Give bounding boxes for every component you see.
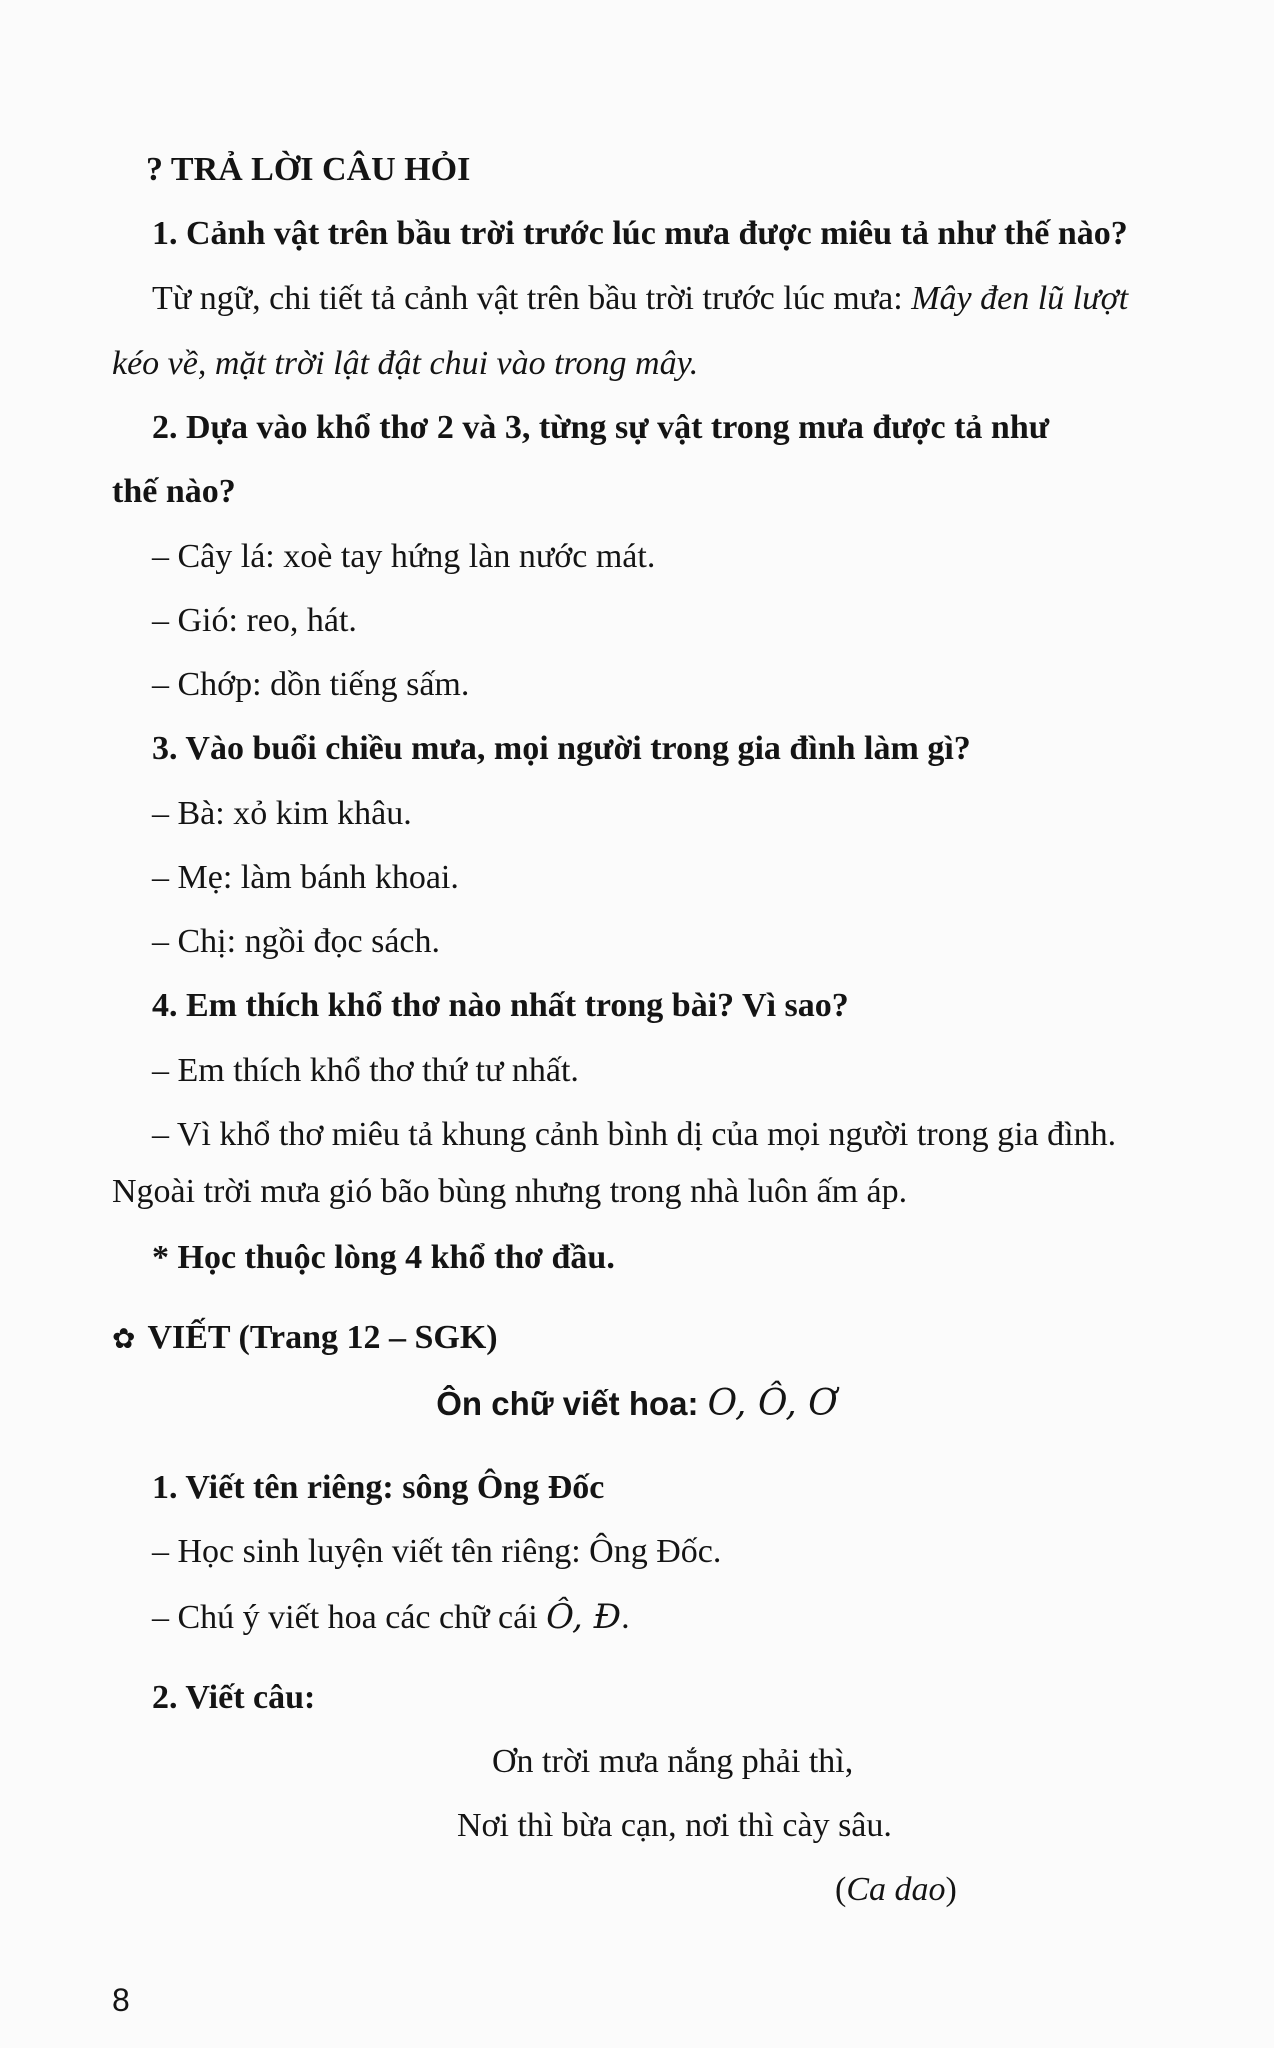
subtitle-text: Ôn chữ viết hoa:	[436, 1385, 708, 1422]
answer-4-line-3: Ngoài trời mưa gió bão bùng nhưng trong nhà luôn ấm áp.	[112, 1173, 908, 1210]
question-1: 1. Cảnh vật trên bầu trời trước lúc mưa được miêu tả như thế nào?	[152, 215, 1128, 252]
item-1-line	[152, 1597, 630, 1638]
subtitle-letters: O, Ô, Ơ	[707, 1383, 838, 1424]
poem-line: Nơi thì bừa cạn, nơi thì cày sâu.	[457, 1807, 892, 1844]
answer-3-item: – Chị: ngồi đọc sách.	[152, 923, 441, 960]
source-open: (	[835, 1871, 847, 1908]
page-number: 8	[112, 1982, 130, 2018]
item-1-line-end: .	[621, 1599, 630, 1636]
answer-2-item: – Chớp: dồn tiếng sấm.	[152, 666, 470, 703]
answer-3-item: – Mẹ: làm bánh khoai.	[152, 859, 459, 896]
source-text: Ca dao	[846, 1871, 946, 1908]
source-close: )	[945, 1871, 957, 1908]
question-2-line-1: 2. Dựa vào khổ thơ 2 và 3, từng sự vật trong mưa được tả như	[152, 409, 1050, 446]
item-1-line: – Học sinh luyện viết tên riêng: Ông Đốc.	[152, 1533, 722, 1570]
answer-4-line-2: – Vì khổ thơ miêu tả khung cảnh bình dị của mọi người trong gia đình.	[152, 1116, 1117, 1153]
section-heading-answers: ? TRẢ LỜI CÂU HỎI	[146, 151, 471, 188]
question-4: 4. Em thích khổ thơ nào nhất trong bài? Vì sao?	[152, 987, 849, 1024]
answer-1-text: Từ ngữ, chi tiết tả cảnh vật trên bầu trời trước lúc mưa:	[152, 280, 912, 317]
item-1-line-text: – Chú ý viết hoa các chữ cái	[152, 1599, 547, 1636]
answer-2-item: – Cây lá: xoè tay hứng làn nước mát.	[152, 538, 656, 575]
answer-1-line-2: kéo về, mặt trời lật đật chui vào trong mây.	[112, 345, 699, 382]
answer-1-italic: Mây đen lũ lượt	[911, 280, 1129, 317]
poem-source	[835, 1870, 957, 1910]
item-2-title: 2. Viết câu:	[152, 1679, 316, 1716]
answer-1-line-1	[152, 279, 1128, 319]
section-heading-writing	[112, 1318, 498, 1359]
answer-2-item: – Gió: reo, hát.	[152, 602, 357, 639]
section-heading-writing-text: VIẾT (Trang 12 – SGK)	[147, 1319, 498, 1356]
item-1-letters: Ô, Đ	[546, 1597, 622, 1637]
item-1-title: 1. Viết tên riêng: sông Ông Đốc	[152, 1469, 605, 1506]
answer-4-line-1: – Em thích khổ thơ thứ tư nhất.	[152, 1052, 579, 1089]
question-2-line-2: thế nào?	[112, 473, 236, 510]
answer-3-item: – Bà: xỏ kim khâu.	[152, 795, 412, 832]
flower-icon: ✿	[112, 1322, 136, 1355]
question-3: 3. Vào buổi chiều mưa, mọi người trong gia đình làm gì?	[152, 730, 971, 767]
writing-subtitle	[0, 1384, 1274, 1424]
poem-line: Ơn trời mưa nắng phải thì,	[492, 1743, 854, 1780]
memorize-note: * Học thuộc lòng 4 khổ thơ đầu.	[152, 1239, 615, 1276]
